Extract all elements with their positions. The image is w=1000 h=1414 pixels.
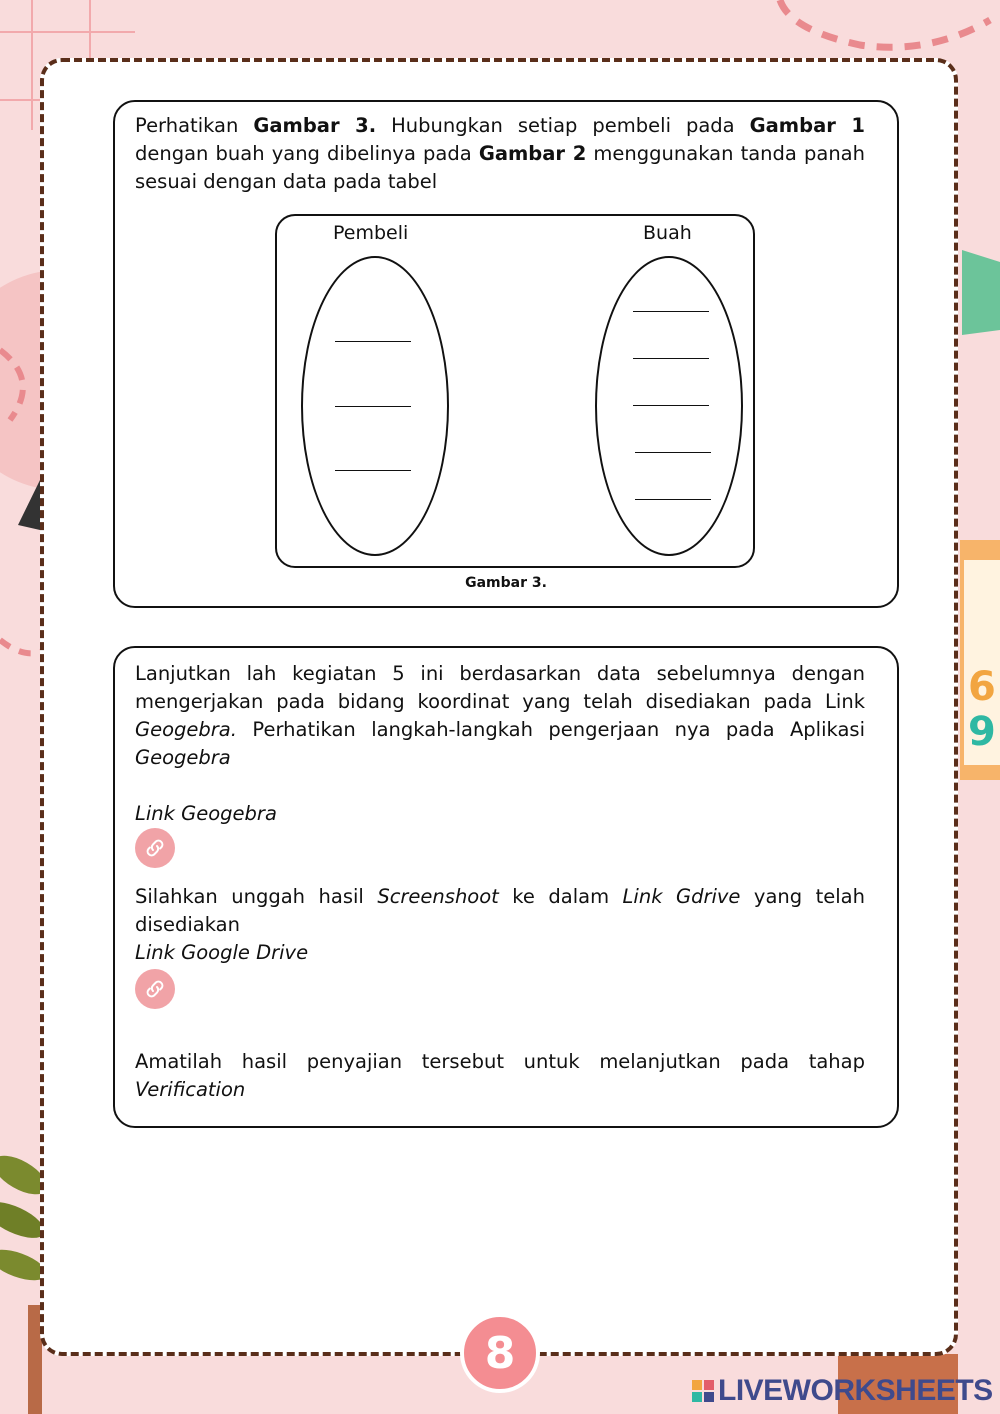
buah-blank[interactable]	[635, 499, 711, 500]
buah-ellipse	[595, 256, 743, 556]
instruction-text: Perhatikan Gambar 3. Hubungkan setiap pembeli pada Gambar 1 dengan buah yang dibelinya pada Gambar 2 menggunakan tanda panah sesuai dengan data pada tabel	[135, 114, 865, 193]
buah-blank[interactable]	[633, 311, 709, 312]
svg-text:6: 6	[968, 664, 996, 710]
geogebra-link-button[interactable]	[135, 828, 175, 868]
liveworksheets-brand	[692, 1374, 993, 1408]
link-drive-label: Link Google Drive	[135, 941, 309, 964]
closing-text: Amatilah hasil penyajian tersebut untuk melanjutkan pada tahap Verification	[135, 1050, 865, 1101]
page-number-badge: 8	[460, 1313, 540, 1393]
link-icon	[143, 836, 167, 860]
brand-text: LIVEWORKSHEETS	[718, 1374, 993, 1407]
buah-blank[interactable]	[633, 358, 709, 359]
link-geogebra-label: Link Geogebra	[135, 802, 277, 825]
pembeli-label: Pembeli	[333, 222, 409, 244]
buah-blank[interactable]	[633, 405, 709, 406]
figure-caption: Gambar 3.	[465, 575, 547, 591]
buah-blank[interactable]	[635, 452, 711, 453]
pembeli-blank[interactable]	[335, 406, 411, 407]
pembeli-blank[interactable]	[335, 470, 411, 471]
gdrive-link-button[interactable]	[135, 969, 175, 1009]
task-box-geogebra	[113, 646, 899, 1128]
task-box-gambar-3	[113, 100, 899, 608]
buah-label: Buah	[643, 222, 692, 244]
pembeli-blank[interactable]	[335, 341, 411, 342]
mapping-diagram	[275, 214, 755, 568]
svg-text:9: 9	[968, 709, 996, 755]
upload-text: Silahkan unggah hasil Screenshoot ke dalam Link Gdrive yang telah disediakan	[135, 885, 865, 936]
liveworksheets-logo-icon	[692, 1380, 714, 1402]
intro-text: Lanjutkan lah kegiatan 5 ini berdasarkan data sebelumnya dengan mengerjakan pada bidang koordinat yang telah disediakan pada Link Geogebra. Perhatikan langkah-langkah pengerjaan nya pada Aplikasi Geogebra	[135, 662, 865, 769]
link-icon	[143, 977, 167, 1001]
